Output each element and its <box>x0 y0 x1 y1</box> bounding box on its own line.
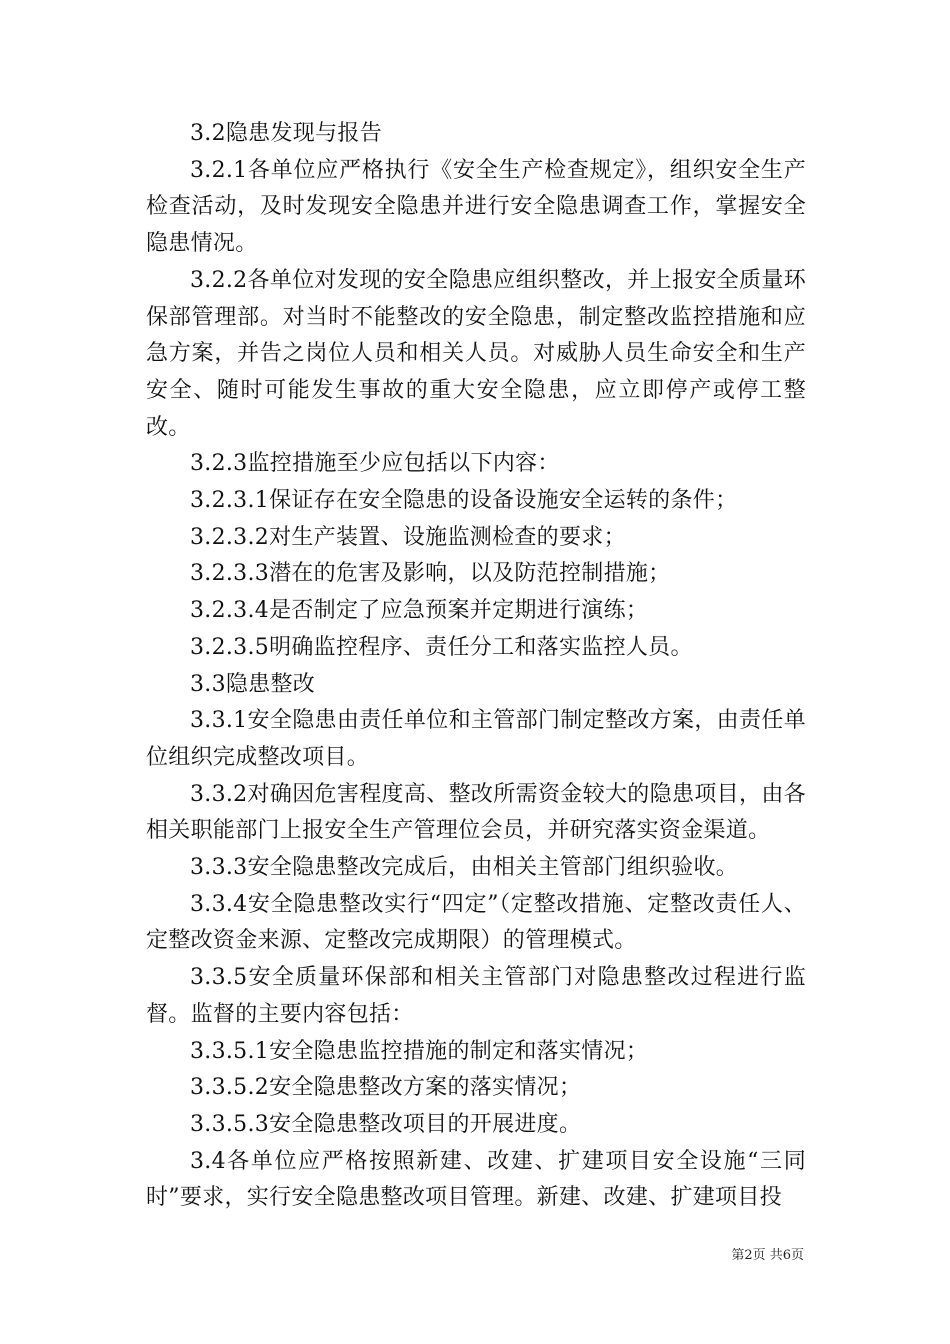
paragraph-3-2-3-5: 3.2.3.5明确监控程序、责任分工和落实监控人员。 <box>190 634 693 660</box>
heading-3-2: 3.2隐患发现与报告 <box>190 121 382 146</box>
paragraph-3-2-3-4: 3.2.3.4是否制定了应急预案并定期进行演练； <box>190 598 649 624</box>
document-body <box>146 116 806 1217</box>
paragraph-3-4: 3.4各单位应严格按照新建、改建、扩建项目安全设施“三同时”要求，实行安全隐患整改项目管理。新建、改建、扩建项目投 <box>146 1148 806 1211</box>
paragraph-3-2-3-3: 3.2.3.3潜在的危害及影响，以及防范控制措施； <box>190 561 671 587</box>
paragraph-3-3-5: 3.3.5安全质量环保部和相关主管部门对隐患整改过程进行监督。监督的主要内容包括： <box>146 965 806 1027</box>
paragraph-3-2-3: 3.2.3监控措施至少应包括以下内容： <box>190 451 560 477</box>
paragraph-3-2-1: 3.2.1各单位应严格执行《安全生产检查规定》，组织安全生产检查活动，及时发现安全隐患并进行安全隐患调查工作，掌握安全隐患情况。 <box>146 157 806 257</box>
paragraph-3-3-2: 3.3.2对确因危害程度高、整改所需资金较大的隐患项目，由各相关职能部门上报安全生产管理位会员，并研究落实资金渠道。 <box>146 781 806 844</box>
paragraph-3-3-4: 3.3.4安全隐患整改实行“四定”（定整改措施、定整改责任人、定整改资金来源、定整改完成期限）的管理模式。 <box>146 891 806 954</box>
paragraph-3-3-5-3: 3.3.5.3安全隐患整改项目的开展进度。 <box>190 1111 582 1137</box>
paragraph-3-2-2: 3.2.2各单位对发现的安全隐患应组织整改，并上报安全质量环保部管理部。对当时不能整改的安全隐患，制定整改监控措施和应急方案，并告之岗位人员和相关人员。对威胁人员生命安全和生产安全、随时可能发生事故的重大安全隐患，应立即停产或停工整改。 <box>146 267 806 440</box>
paragraph-3-2-3-2: 3.2.3.2对生产装置、设施监测检查的要求； <box>190 524 626 550</box>
paragraph-3-2-3-1: 3.2.3.1保证存在安全隐患的设备设施安全运转的条件； <box>190 488 738 514</box>
paragraph-3-3-5-2: 3.3.5.2安全隐患整改方案的落实情况； <box>190 1075 582 1101</box>
paragraph-3-3-5-1: 3.3.5.1安全隐患监控措施的制定和落实情况； <box>190 1038 649 1064</box>
paragraph-3-3-3: 3.3.3安全隐患整改完成后，由相关主管部门组织验收。 <box>190 855 739 881</box>
paragraph-3-3-1: 3.3.1安全隐患由责任单位和主管部门制定整改方案，由责任单位组织完成整改项目。 <box>146 708 806 770</box>
heading-3-3: 3.3隐患整改 <box>190 671 316 697</box>
page-number: 第2页 共6页 <box>731 1248 804 1263</box>
